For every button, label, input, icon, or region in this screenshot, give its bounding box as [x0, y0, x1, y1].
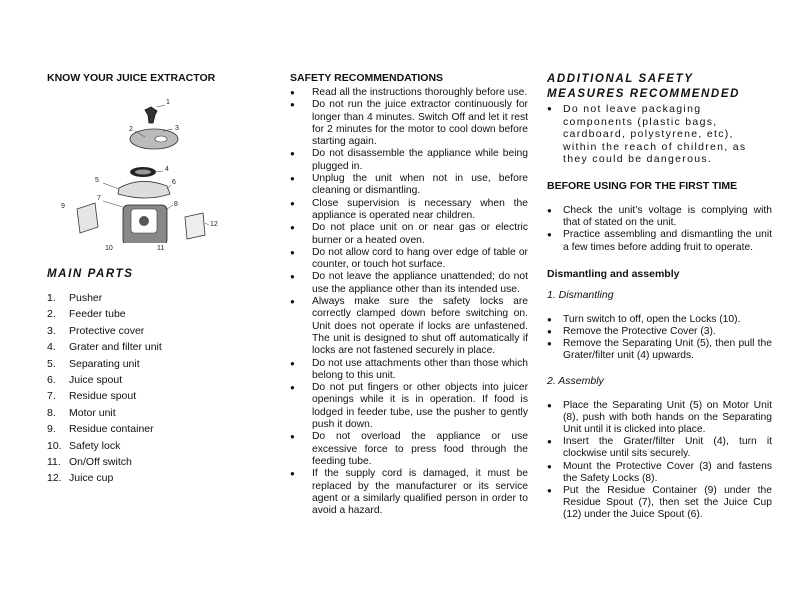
main-part-label: Residue container [69, 423, 154, 436]
main-part-label: On/Off switch [69, 456, 132, 469]
diagram-label: 3 [175, 125, 179, 132]
diagram-label: 8 [174, 201, 178, 208]
safety-item: ● Do not overload the appliance or use excessive force to press food through the feeding tube. [290, 431, 528, 468]
safety-item: ● Close supervision is necessary when the appliance is operated near children. [290, 198, 528, 223]
heading-main-parts: MAIN PARTS [47, 268, 134, 280]
heading-know-your-juicer: KNOW YOUR JUICE EXTRACTOR [47, 72, 216, 84]
additional-rest-line: within the reach of children, as [563, 140, 747, 153]
main-part-label: Residue spout [69, 390, 137, 403]
bullet-icon: ● [547, 104, 552, 113]
column-safety-recommendations [290, 72, 528, 517]
first-time-item: ● Practice assembling and dismantling the unit a few times before adding fruit to operate. [547, 229, 772, 253]
safety-item: ● Do not run the juice extractor continuously for longer than 4 minutes. Switch Off and let it rest for 2 minutes for the motor to cool down before starting again. [290, 99, 528, 148]
safety-item: ● Do not allow cord to hang over edge of table or counter, or touch hot surface. [290, 247, 528, 272]
safety-list [290, 87, 528, 517]
additional-first-line: Do not leave packaging [563, 103, 702, 115]
subheading-assembly: 2. Assembly [547, 374, 604, 387]
main-part-number: 9. [47, 423, 56, 436]
main-part-number: 7. [47, 390, 56, 403]
assembly-step: ● Place the Separating Unit (5) on Motor Unit (8), push with both hands on the Separating Unit until it is clicked into place. [547, 400, 772, 437]
main-part-item [47, 438, 262, 454]
safety-item: ● Do not use attachments other than those which belong to this unit. [290, 358, 528, 383]
main-part-label: Grater and filter unit [69, 341, 162, 354]
main-part-label: Safety lock [69, 439, 121, 452]
main-part-item [47, 339, 262, 355]
diagram-label: 10 [105, 245, 113, 252]
safety-item: ● Do not put fingers or other objects into juicer openings while it is in operation. If food is lodged in feeder tube, use the pusher to gently push it down. [290, 382, 528, 431]
diagram-label: 11 [157, 245, 165, 252]
assembly-step: ● Mount the Protective Cover (3) and fastens the Safety Locks (8). [547, 461, 772, 485]
safety-item: ● If the supply cord is damaged, it must be replaced by the manufacturer or its service agent or a similarly qualified person in order to avoid a hazard. [290, 468, 528, 517]
main-part-number: 10. [47, 439, 62, 452]
main-part-number: 5. [47, 357, 56, 370]
main-part-item [47, 388, 262, 404]
additional-rest-line: cardboard, polystyrene, etc), [563, 128, 734, 141]
main-part-item [47, 356, 262, 372]
diagram-label: 12 [210, 221, 218, 228]
main-part-number: 8. [47, 406, 56, 419]
dismantling-step: ● Remove the Protective Cover (3). [547, 326, 772, 338]
main-part-item [47, 372, 262, 388]
main-part-number: 1. [47, 292, 56, 304]
first-time-item: ● Check the unit’s voltage is complying with that of stated on the unit. [547, 205, 772, 229]
heading-measures-recommended: MEASURES RECOMMENDED [547, 88, 741, 100]
diagram-label: 2 [129, 126, 133, 133]
main-part-item [47, 470, 262, 486]
additional-rest-line: components (plastic bags, [563, 115, 718, 128]
heading-safety-recommendations: SAFETY RECOMMENDATIONS [290, 72, 444, 84]
main-part-item [47, 290, 262, 306]
diagram-label: 1 [166, 99, 170, 106]
heading-additional-safety: ADDITIONAL SAFETY [547, 73, 694, 85]
first-time-list [547, 205, 772, 254]
diagram-label: 7 [97, 195, 101, 202]
safety-item: ● Do not leave the appliance unattended; do not use the appliance other than its intended use. [290, 271, 528, 296]
diagram-label: 5 [95, 177, 99, 184]
main-part-label: Juice spout [69, 374, 123, 387]
diagram-label: 9 [61, 203, 65, 210]
main-part-number: 3. [47, 324, 56, 337]
additional-rest-line: they could be dangerous. [563, 153, 713, 166]
dismantling-step: ● Remove the Separating Unit (5), then pull the Grater/filter unit (4) upwards. [547, 338, 772, 362]
main-part-label: Feeder tube [69, 308, 126, 321]
safety-item: ● Do not place unit on or near gas or electric burner or a heated oven. [290, 222, 528, 247]
safety-item: ● Read all the instructions thoroughly before use. [290, 87, 528, 99]
juicer-diagram-drawing [59, 93, 219, 243]
assembly-step: ● Insert the Grater/filter Unit (4), turn it clockwise until sits securely. [547, 436, 772, 460]
main-part-number: 11. [47, 456, 61, 469]
dismantling-list [547, 314, 772, 363]
safety-item: ● Do not disassemble the appliance while being plugged in. [290, 148, 528, 173]
dismantling-step: ● Turn switch to off, open the Locks (10). [547, 314, 772, 326]
main-part-label: Separating unit [69, 357, 140, 370]
safety-item: ● Unplug the unit when not in use, before cleaning or dismantling. [290, 173, 528, 198]
juicer-exploded-diagram [59, 93, 219, 252]
main-part-label: Pusher [69, 292, 103, 304]
main-part-label: Motor unit [69, 406, 116, 419]
main-part-item [47, 454, 262, 470]
main-part-number: 12. [47, 472, 62, 485]
assembly-step: ● Put the Residue Container (9) under the Residue Spout (7), then set the Juice Cup (12) under the Juice Spout (6). [547, 485, 772, 522]
main-part-label: Juice cup [69, 472, 114, 485]
column-know-your-juicer [47, 72, 262, 487]
main-part-label: Protective cover [69, 324, 145, 337]
main-part-number: 2. [47, 308, 56, 321]
main-part-item [47, 306, 262, 322]
main-parts-list [47, 290, 262, 487]
main-part-item [47, 405, 262, 421]
diagram-label: 4 [165, 166, 169, 173]
main-part-number: 6. [47, 374, 56, 387]
heading-dismantling-assembly: Dismantling and assembly [547, 267, 680, 280]
heading-first-time: BEFORE USING FOR THE FIRST TIME [547, 179, 738, 192]
additional-safety-item [547, 103, 772, 166]
column-additional-safety [547, 72, 772, 522]
safety-item: ● Always make sure the safety locks are correctly clamped down before switching on. Unit does not operate if locks are unfastened. The unit is designed to shut off automatically if locks are not fastened securely in place. [290, 296, 528, 357]
main-part-item [47, 421, 262, 437]
assembly-list [547, 400, 772, 522]
main-part-item [47, 323, 262, 339]
main-part-number: 4. [47, 341, 56, 354]
diagram-label: 6 [172, 179, 176, 186]
subheading-dismantling: 1. Dismantling [547, 288, 614, 301]
